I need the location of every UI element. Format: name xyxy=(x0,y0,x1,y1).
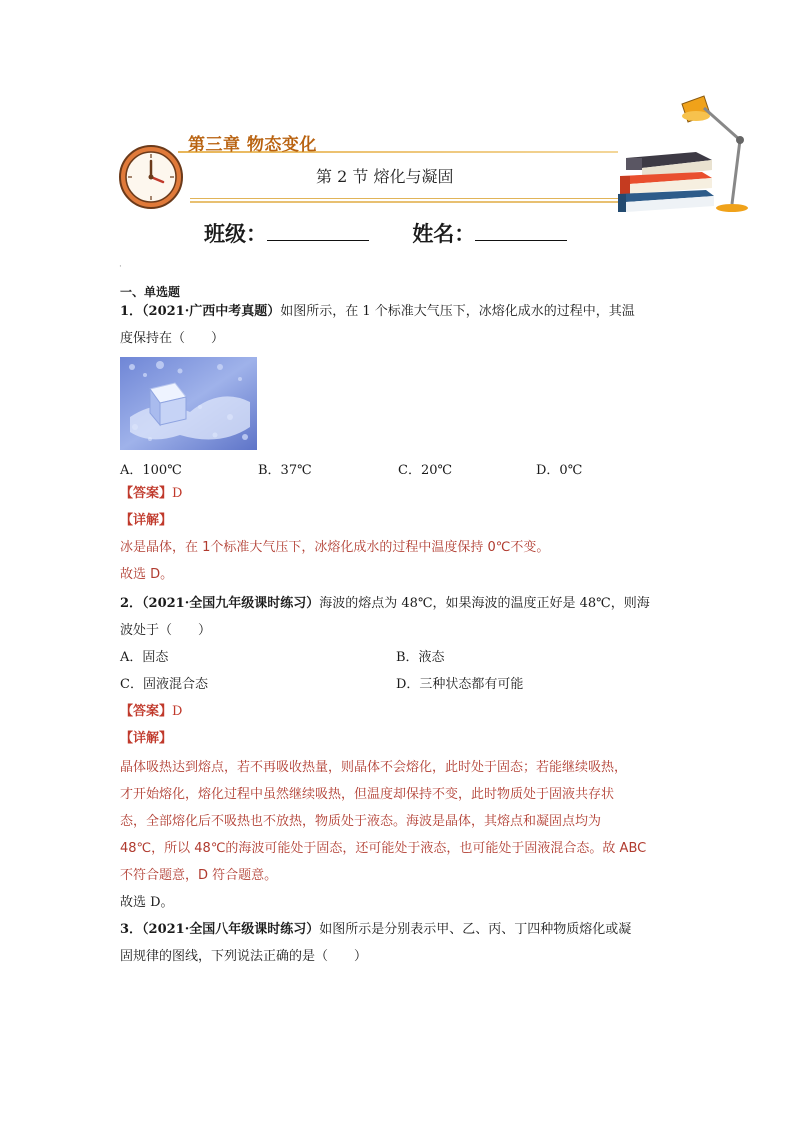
question-1-option-b[interactable]: B．37℃ xyxy=(258,463,312,478)
question-2-text: 海波的熔点为 48℃，如果海波的温度正好是 48℃，则海 xyxy=(319,596,650,611)
answer-label: 【答案】 xyxy=(120,704,173,719)
class-label: 班级： xyxy=(204,222,267,246)
question-1-stem-line2: 度保持在（ ） xyxy=(120,331,225,346)
question-2-stem-line1 xyxy=(120,590,650,617)
answer-value: D xyxy=(172,704,183,719)
name-blank[interactable] xyxy=(475,220,567,241)
question-1-explain-line1: 冰是晶体，在 1个标准大气压下，冰熔化成水的过程中温度保持 0℃不变。 xyxy=(120,540,550,555)
answer-value: D xyxy=(172,486,183,501)
header-rule-b xyxy=(190,201,618,203)
question-2-number: 2． xyxy=(120,596,143,611)
question-2-explain-line1: 晶体吸热达到熔点，若不再吸收热量，则晶体不会熔化，此时处于固态；若能继续吸热， xyxy=(120,760,628,775)
chapter-title: 第三章 物态变化 xyxy=(188,135,317,155)
section-title: 第 2 节 熔化与凝固 xyxy=(316,167,454,186)
class-name-row xyxy=(204,218,567,248)
question-2-option-c[interactable]: C．固液混合态 xyxy=(120,677,208,692)
question-2-option-b[interactable]: B．液态 xyxy=(396,650,445,665)
question-2-option-a[interactable]: A．固态 xyxy=(120,650,169,665)
class-blank[interactable] xyxy=(267,220,369,241)
question-1-option-a[interactable]: A．100℃ xyxy=(120,463,182,478)
question-1-text: 如图所示，在 1 个标准大气压下，冰熔化成水的过程中，其温 xyxy=(280,304,635,319)
question-1-explain-label: 【详解】 xyxy=(120,513,173,528)
clock-icon xyxy=(118,144,184,210)
question-1-option-d[interactable]: D．0℃ xyxy=(536,463,583,478)
header-rule-a xyxy=(190,198,618,199)
question-2-explain-line2: 才开始熔化，熔化过程中虽然继续吸热，但温度却保持不变，此时物质处于固液共存状 xyxy=(120,787,615,802)
question-1-answer xyxy=(120,480,182,507)
books-lamp-icon xyxy=(612,92,762,214)
question-2-conclusion: 故选 D。 xyxy=(120,895,174,910)
question-1-conclusion: 故选 D。 xyxy=(120,567,174,582)
question-3-number: 3． xyxy=(120,922,143,937)
question-3-stem-line1 xyxy=(120,916,631,943)
answer-label: 【答案】 xyxy=(120,486,173,501)
question-2-source: （2021·全国九年级课时练习） xyxy=(142,596,320,611)
ice-cube-image xyxy=(120,357,257,450)
question-2-explain-label: 【详解】 xyxy=(120,731,173,746)
name-label: 姓名： xyxy=(412,222,476,246)
question-3-text: 如图所示是分别表示甲、乙、丙、丁四种物质熔化或凝 xyxy=(319,922,632,937)
question-2-explain-line3: 态，全部熔化后不吸热也不放热，物质处于液态。海波是晶体，其熔点和凝固点均为 xyxy=(120,814,602,829)
question-1-option-c[interactable]: C．20℃ xyxy=(398,463,453,478)
question-1-source: （2021·广西中考真题） xyxy=(142,304,281,319)
question-3-source: （2021·全国八年级课时练习） xyxy=(142,922,320,937)
question-2-stem-line2: 波处于（ ） xyxy=(120,623,212,638)
question-2-explain-line4: 48℃，所以 48℃的海波可能处于固态，还可能处于液态，也可能处于固液混合态。故 ABC xyxy=(120,841,647,856)
question-1-stem-line1 xyxy=(120,298,635,325)
paragraph-mark: · xyxy=(119,262,122,272)
question-1-number: 1． xyxy=(120,304,143,319)
question-2-explain-line5: 不符合题意，D 符合题意。 xyxy=(120,868,278,883)
question-2-answer xyxy=(120,698,182,725)
section-heading: 一、单选题 xyxy=(120,285,181,299)
question-3-stem-line2: 固规律的图线，下列说法正确的是（ ） xyxy=(120,949,368,964)
question-2-option-d[interactable]: D．三种状态都有可能 xyxy=(396,677,524,692)
